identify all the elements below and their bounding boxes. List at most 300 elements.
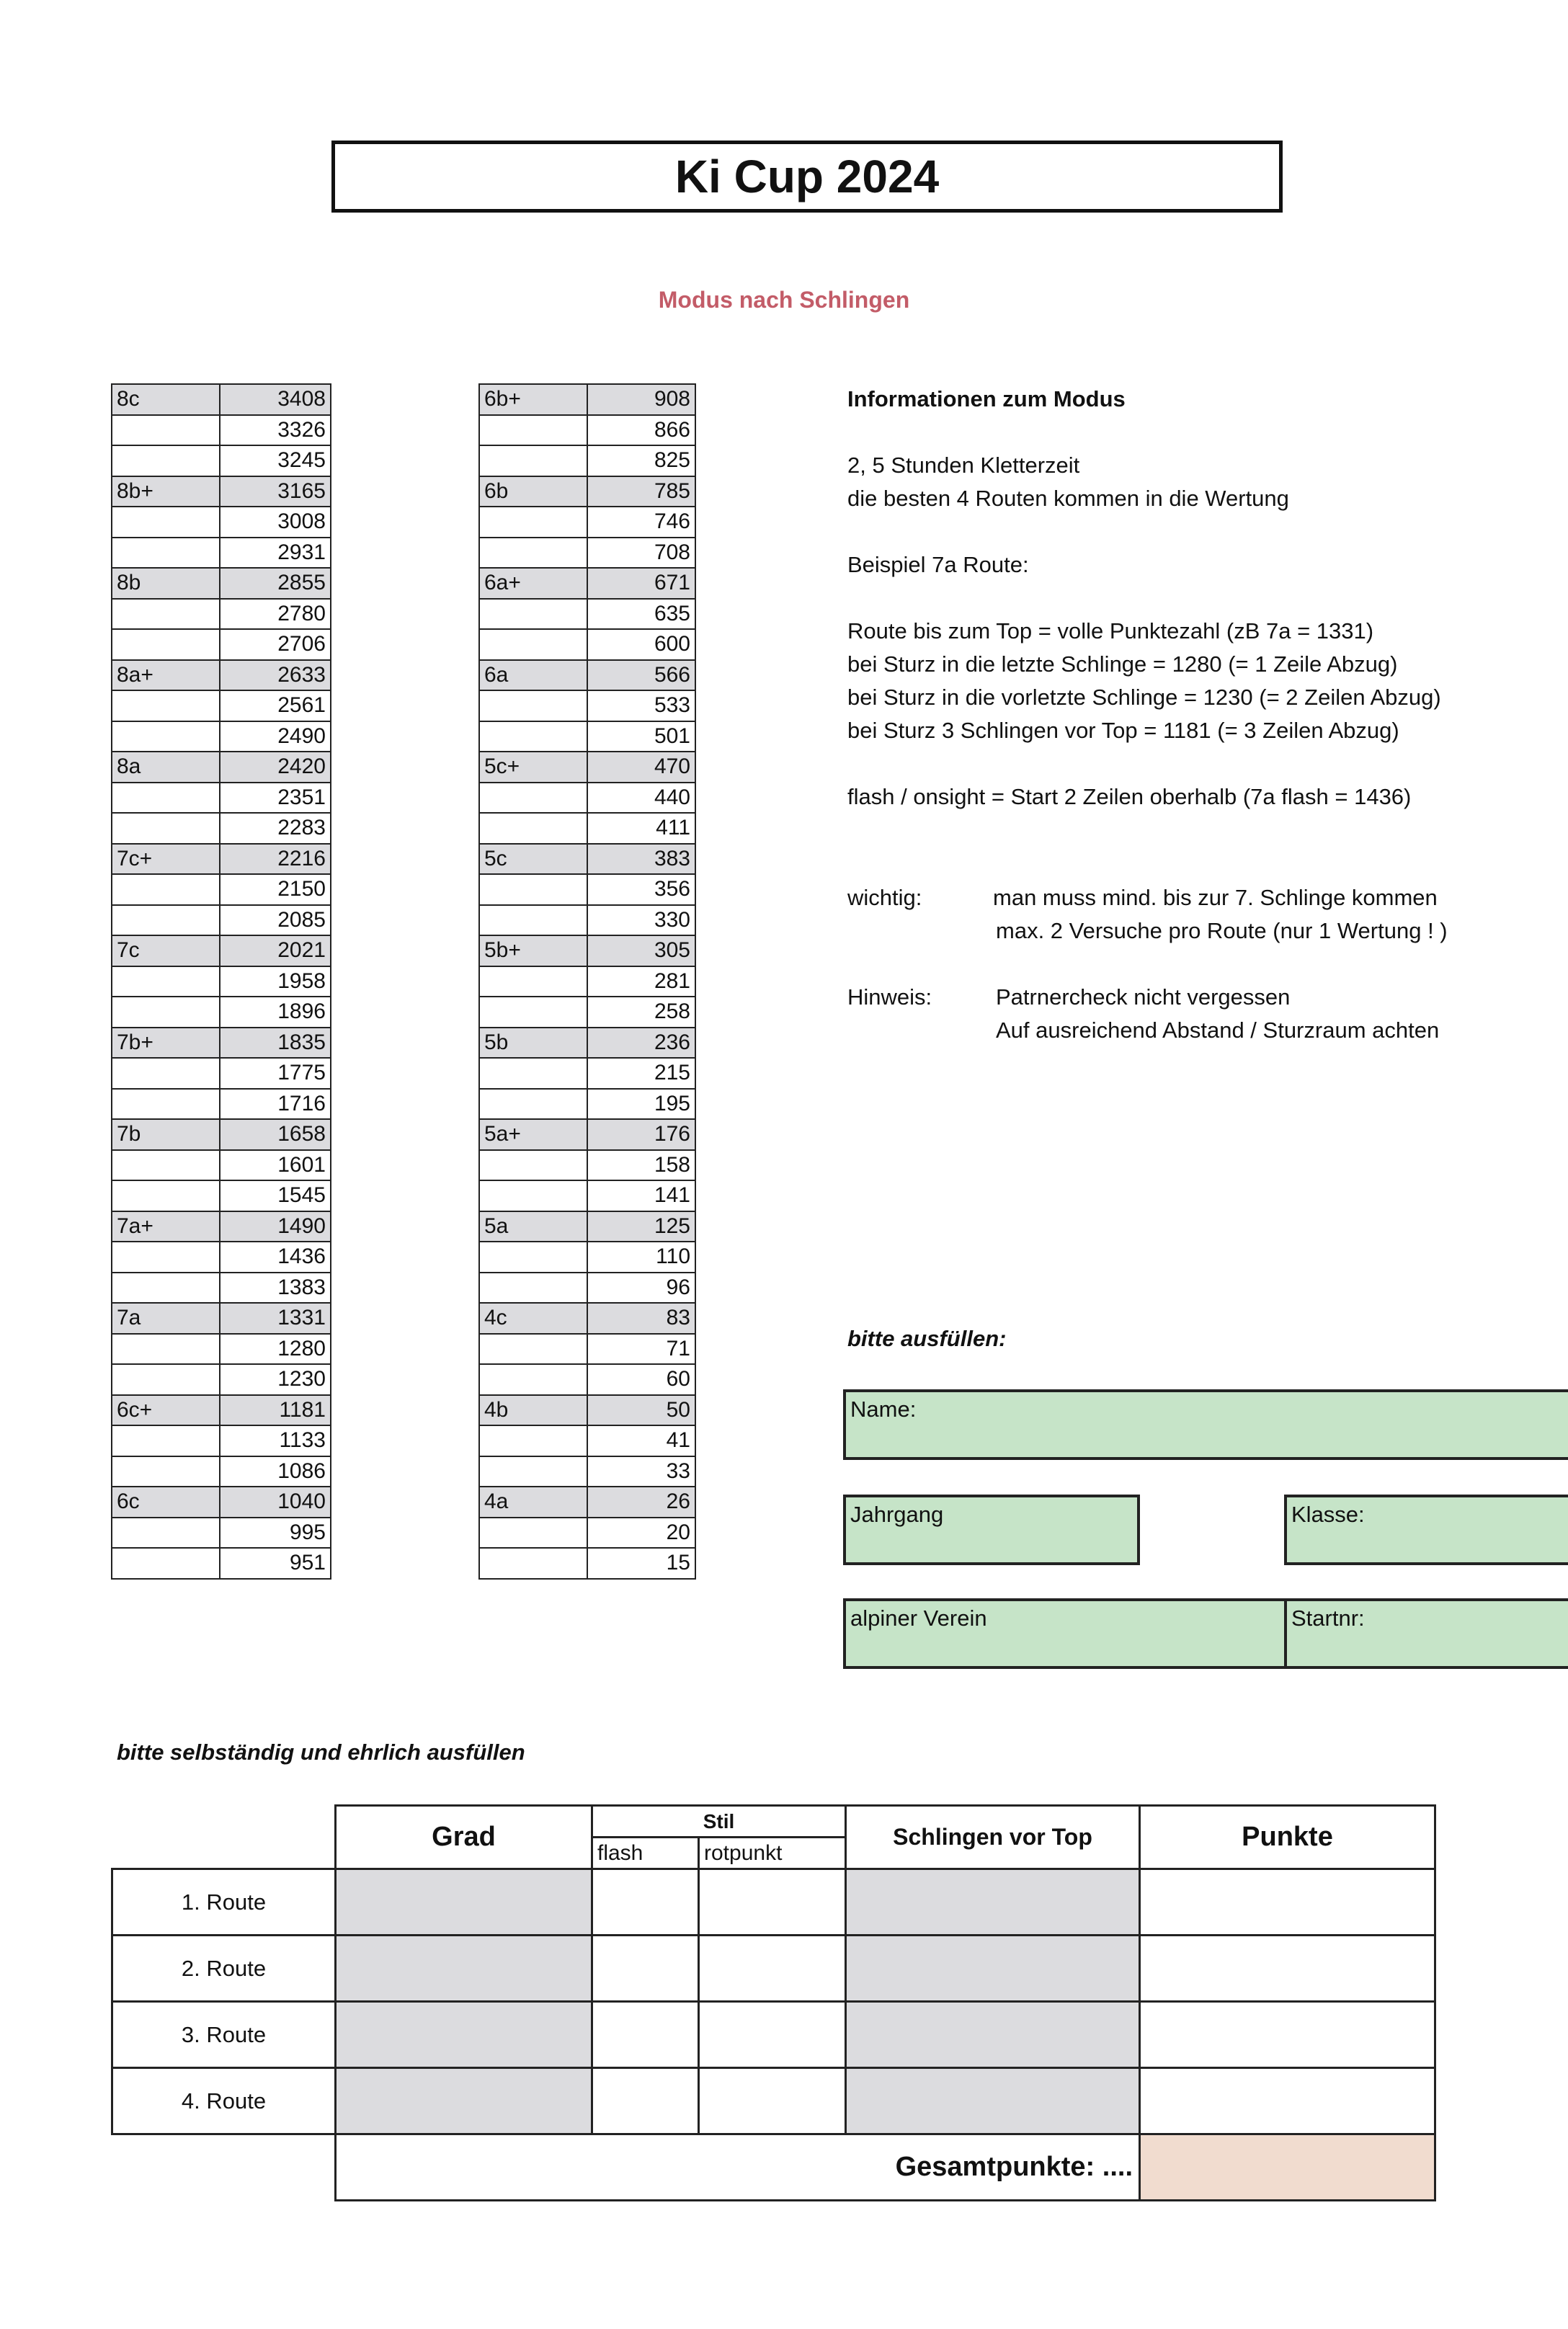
points-value: 566 [587,660,695,691]
info-line-1: Route bis zum Top = volle Punktezahl (zB 7a = 1331) [847,618,1374,644]
points-value: 3165 [220,476,331,507]
scale-row [112,1364,331,1395]
grade-label [479,783,587,814]
grade-label [479,905,587,936]
fill-in-label: bitte ausfüllen: [847,1326,1007,1351]
points-value: 2420 [220,752,331,783]
scale-row [479,1456,695,1487]
scale-row [479,629,695,660]
grade-label: 8b+ [112,476,220,507]
grade-label [112,1364,220,1395]
grade-label: 6c+ [112,1395,220,1426]
points-value: 440 [587,783,695,814]
grade-label [112,690,220,721]
points-value: 195 [587,1089,695,1120]
scale-row [112,874,331,905]
scale-row [479,783,695,814]
grade-label [112,507,220,538]
points-value: 60 [587,1364,695,1395]
rotpunkt-cell[interactable] [699,2002,846,2068]
info-heading: Informationen zum Modus [847,386,1126,411]
scale-row [112,568,331,599]
scale-row [479,690,695,721]
total-row-blank [112,2134,336,2201]
grade-label [112,783,220,814]
scale-row [479,1303,695,1334]
points-value: 2633 [220,660,331,691]
points-value: 708 [587,538,695,569]
points-value: 470 [587,752,695,783]
points-value: 71 [587,1334,695,1365]
grade-label [479,1150,587,1181]
points-value: 281 [587,966,695,997]
grade-label: 5c [479,844,587,875]
total-label: Gesamtpunkte: .... [336,2134,1140,2201]
points-value: 20 [587,1518,695,1549]
grade-label: 7a+ [112,1211,220,1242]
points-value: 2351 [220,783,331,814]
startnr-field-label: Startnr: [1291,1606,1365,1631]
jahrgang-field-label: Jahrgang [850,1502,944,1527]
note-line-2: Auf ausreichend Abstand / Sturzraum achten [996,1017,1440,1043]
grade-label: 5b [479,1028,587,1059]
grade-label: 5a [479,1211,587,1242]
scale-row [479,997,695,1028]
scale-row [479,1425,695,1456]
points-value: 1436 [220,1242,331,1273]
scale-row [479,1334,695,1365]
points-value: 3008 [220,507,331,538]
scale-row [479,844,695,875]
scale-row [479,905,695,936]
scale-row [112,1518,331,1549]
points-value: 33 [587,1456,695,1487]
grade-label [479,1548,587,1579]
points-value: 951 [220,1548,331,1579]
grade-label [112,721,220,752]
grade-label [479,1518,587,1549]
points-value: 1383 [220,1273,331,1304]
points-value: 83 [587,1303,695,1334]
scale-row [112,935,331,966]
grade-label [112,538,220,569]
scale-row [112,660,331,691]
scale-row [112,905,331,936]
grade-label [112,1456,220,1487]
info-example: Beispiel 7a Route: [847,552,1029,577]
rotpunkt-cell[interactable] [699,1936,846,2002]
grade-label [479,507,587,538]
grade-label [479,1089,587,1120]
points-value: 50 [587,1395,695,1426]
col-punkte-header: Punkte [1140,1806,1435,1869]
grade-label [112,1089,220,1120]
scale-row [112,1334,331,1365]
grade-label [112,1242,220,1273]
grade-label: 6b+ [479,384,587,415]
important-line-2: max. 2 Versuche pro Route (nur 1 Wertung ! ) [996,918,1448,943]
scale-row [479,507,695,538]
route-label: 4. Route [112,2068,336,2134]
page-title: Ki Cup 2024 [331,141,1283,213]
important-label: wichtig: [847,885,922,910]
grade-label [479,1273,587,1304]
points-value: 2150 [220,874,331,905]
points-value: 2085 [220,905,331,936]
grade-label [479,813,587,844]
grade-label [479,415,587,446]
points-value: 215 [587,1058,695,1089]
name-field-label: Name: [850,1397,917,1422]
points-value: 383 [587,844,695,875]
points-value: 305 [587,935,695,966]
grade-label: 4a [479,1487,587,1518]
scale-row [479,476,695,507]
scale-row [112,721,331,752]
grade-label [479,966,587,997]
scale-row [112,997,331,1028]
klasse-field[interactable] [1284,1495,1568,1565]
grade-label [112,599,220,630]
grade-label [112,1150,220,1181]
points-value: 501 [587,721,695,752]
points-value: 1040 [220,1487,331,1518]
grade-label [112,966,220,997]
note-label: Hinweis: [847,984,932,1010]
route-label: 2. Route [112,1936,336,2002]
points-value: 356 [587,874,695,905]
flash-cell[interactable] [592,2068,699,2134]
points-value: 125 [587,1211,695,1242]
schlingen-cell[interactable] [846,2068,1140,2134]
grade-label [112,445,220,476]
scale-row [112,1548,331,1579]
info-time: 2, 5 Stunden Kletterzeit [847,453,1080,478]
grade-label [479,690,587,721]
route-label: 1. Route [112,1869,336,1936]
scale-row [112,690,331,721]
grade-label [479,1334,587,1365]
scale-row [112,813,331,844]
grade-cell[interactable] [336,2002,592,2068]
points-value: 2706 [220,629,331,660]
points-value: 995 [220,1518,331,1549]
points-value: 1658 [220,1119,331,1150]
points-value: 1086 [220,1456,331,1487]
flash-cell[interactable] [592,2002,699,2068]
scale-row [479,538,695,569]
points-cell[interactable] [1140,2002,1435,2068]
grade-label: 7a [112,1303,220,1334]
grade-label [479,874,587,905]
flash-cell[interactable] [592,1869,699,1936]
scale-row [479,935,695,966]
scale-row [479,721,695,752]
points-value: 2780 [220,599,331,630]
grade-label: 4b [479,1395,587,1426]
grade-label: 5a+ [479,1119,587,1150]
info-best: die besten 4 Routen kommen in die Wertung [847,486,1289,511]
grade-label [479,445,587,476]
scale-row [479,813,695,844]
route-label: 3. Route [112,2002,336,2068]
scale-row [479,1518,695,1549]
grade-label [112,1058,220,1089]
scale-row [479,660,695,691]
points-value: 671 [587,568,695,599]
grade-cell[interactable] [336,1936,592,2002]
grade-label [479,1180,587,1211]
points-value: 1958 [220,966,331,997]
points-value: 1835 [220,1028,331,1059]
score-table [111,1804,1436,2201]
grade-label [112,1425,220,1456]
grade-label [112,1273,220,1304]
scale-row [479,568,695,599]
scale-row [479,1364,695,1395]
grade-cell[interactable] [336,2068,592,2134]
grade-cell[interactable] [336,1869,592,1936]
scale-row [479,752,695,783]
mode-subtitle: Modus nach Schlingen [658,287,910,313]
points-value: 1280 [220,1334,331,1365]
points-value: 600 [587,629,695,660]
points-value: 1601 [220,1150,331,1181]
points-value: 3326 [220,415,331,446]
grade-label [479,721,587,752]
total-points-cell[interactable] [1140,2134,1435,2201]
scale-row [112,844,331,875]
grade-label [479,538,587,569]
points-value: 2216 [220,844,331,875]
grade-label [112,1548,220,1579]
scale-row [112,1425,331,1456]
col-flash-header: flash [592,1838,699,1869]
scale-row [112,1119,331,1150]
points-value: 635 [587,599,695,630]
grade-label: 6b [479,476,587,507]
grade-label: 6c [112,1487,220,1518]
scale-row [479,415,695,446]
score-header-blank [112,1806,336,1869]
scale-row [479,1028,695,1059]
scale-row [112,1303,331,1334]
points-value: 533 [587,690,695,721]
points-value: 141 [587,1180,695,1211]
points-value: 908 [587,384,695,415]
points-value: 785 [587,476,695,507]
scale-row [112,1395,331,1426]
col-stil-header: Stil [592,1806,846,1838]
scale-row [479,1548,695,1579]
scale-row [479,1395,695,1426]
score-instruction: bitte selbständig und ehrlich ausfüllen [117,1740,525,1765]
scale-row [112,1058,331,1089]
points-table-left [111,383,331,1580]
grade-label: 4c [479,1303,587,1334]
startnr-field[interactable] [1284,1598,1568,1669]
points-value: 1331 [220,1303,331,1334]
grade-label: 7b [112,1119,220,1150]
grade-label [479,1456,587,1487]
points-value: 176 [587,1119,695,1150]
grade-label [112,813,220,844]
scale-row [479,1211,695,1242]
points-value: 2490 [220,721,331,752]
points-value: 746 [587,507,695,538]
scale-row [479,966,695,997]
scale-row [479,874,695,905]
scale-row [112,445,331,476]
points-value: 41 [587,1425,695,1456]
scale-row [112,1456,331,1487]
col-schlingen-header: Schlingen vor Top [846,1806,1140,1869]
grade-label [112,1334,220,1365]
grade-label [479,599,587,630]
jahrgang-field[interactable] [843,1495,1140,1565]
points-value: 2283 [220,813,331,844]
important-line-1: man muss mind. bis zur 7. Schlinge kommen [993,885,1438,910]
grade-label [479,629,587,660]
grade-label [112,905,220,936]
scale-row [479,1119,695,1150]
schlingen-cell[interactable] [846,2002,1140,2068]
verein-field-label: alpiner Verein [850,1606,987,1631]
points-value: 2561 [220,690,331,721]
scale-row [479,599,695,630]
points-cell[interactable] [1140,1869,1435,1936]
scale-row [479,445,695,476]
grade-label [112,874,220,905]
grade-label [479,997,587,1028]
grade-label: 7c [112,935,220,966]
grade-label [479,1242,587,1273]
grade-label [112,1180,220,1211]
points-value: 2931 [220,538,331,569]
points-value: 26 [587,1487,695,1518]
points-value: 96 [587,1273,695,1304]
scale-row [112,1211,331,1242]
name-field[interactable] [843,1389,1568,1460]
grade-label: 7c+ [112,844,220,875]
info-line-3: bei Sturz in die vorletzte Schlinge = 1230 (= 2 Zeilen Abzug) [847,685,1441,710]
scale-row [112,599,331,630]
scale-row [112,783,331,814]
scale-row [479,1273,695,1304]
scale-row [112,1487,331,1518]
grade-label: 8c [112,384,220,415]
scale-row [479,1058,695,1089]
points-value: 330 [587,905,695,936]
grade-label [479,1364,587,1395]
scale-row [112,1150,331,1181]
scale-row [479,1150,695,1181]
scale-row [479,1089,695,1120]
grade-label: 8a+ [112,660,220,691]
points-value: 3408 [220,384,331,415]
points-cell[interactable] [1140,2068,1435,2134]
points-value: 1133 [220,1425,331,1456]
grade-label [479,1425,587,1456]
points-value: 258 [587,997,695,1028]
points-value: 1716 [220,1089,331,1120]
scale-row [479,1242,695,1273]
info-line-2: bei Sturz in die letzte Schlinge = 1280 (= 1 Zeile Abzug) [847,651,1398,677]
points-value: 1181 [220,1395,331,1426]
info-line-4: bei Sturz 3 Schlingen vor Top = 1181 (= 3 Zeilen Abzug) [847,718,1399,743]
grade-label: 8b [112,568,220,599]
scale-row [112,476,331,507]
points-value: 15 [587,1548,695,1579]
scale-row [112,1242,331,1273]
note-line-1: Patrnercheck nicht vergessen [996,984,1291,1010]
grade-label [112,629,220,660]
points-value: 1230 [220,1364,331,1395]
points-value: 825 [587,445,695,476]
points-value: 1775 [220,1058,331,1089]
points-value: 236 [587,1028,695,1059]
scale-row [112,1028,331,1059]
grade-label: 8a [112,752,220,783]
schlingen-cell[interactable] [846,1869,1140,1936]
points-value: 2021 [220,935,331,966]
schlingen-cell[interactable] [846,1936,1140,2002]
info-flash: flash / onsight = Start 2 Zeilen oberhalb (7a flash = 1436) [847,784,1412,809]
grade-label: 5c+ [479,752,587,783]
points-value: 2855 [220,568,331,599]
grade-label: 7b+ [112,1028,220,1059]
scale-row [112,1180,331,1211]
rotpunkt-cell[interactable] [699,1869,846,1936]
scale-row [479,1487,695,1518]
scale-row [112,507,331,538]
col-rotpunkt-header: rotpunkt [699,1838,846,1869]
grade-label [112,1518,220,1549]
points-value: 411 [587,813,695,844]
points-cell[interactable] [1140,1936,1435,2002]
points-table-right [478,383,696,1580]
grade-label: 6a+ [479,568,587,599]
klasse-field-label: Klasse: [1291,1502,1365,1527]
grade-label: 5b+ [479,935,587,966]
points-value: 110 [587,1242,695,1273]
scale-row [112,629,331,660]
grade-label [112,997,220,1028]
grade-label [112,415,220,446]
rotpunkt-cell[interactable] [699,2068,846,2134]
col-grad-header: Grad [336,1806,592,1869]
grade-label [479,1058,587,1089]
scale-row [112,415,331,446]
points-value: 158 [587,1150,695,1181]
points-value: 1490 [220,1211,331,1242]
scale-row [112,1273,331,1304]
scale-row [479,384,695,415]
points-value: 1896 [220,997,331,1028]
points-value: 1545 [220,1180,331,1211]
scale-row [112,966,331,997]
points-value: 3245 [220,445,331,476]
scale-row [112,384,331,415]
grade-label: 6a [479,660,587,691]
scale-row [479,1180,695,1211]
scale-row [112,752,331,783]
scale-row [112,1089,331,1120]
scale-row [112,538,331,569]
points-value: 866 [587,415,695,446]
verein-field[interactable] [843,1598,1287,1669]
flash-cell[interactable] [592,1936,699,2002]
